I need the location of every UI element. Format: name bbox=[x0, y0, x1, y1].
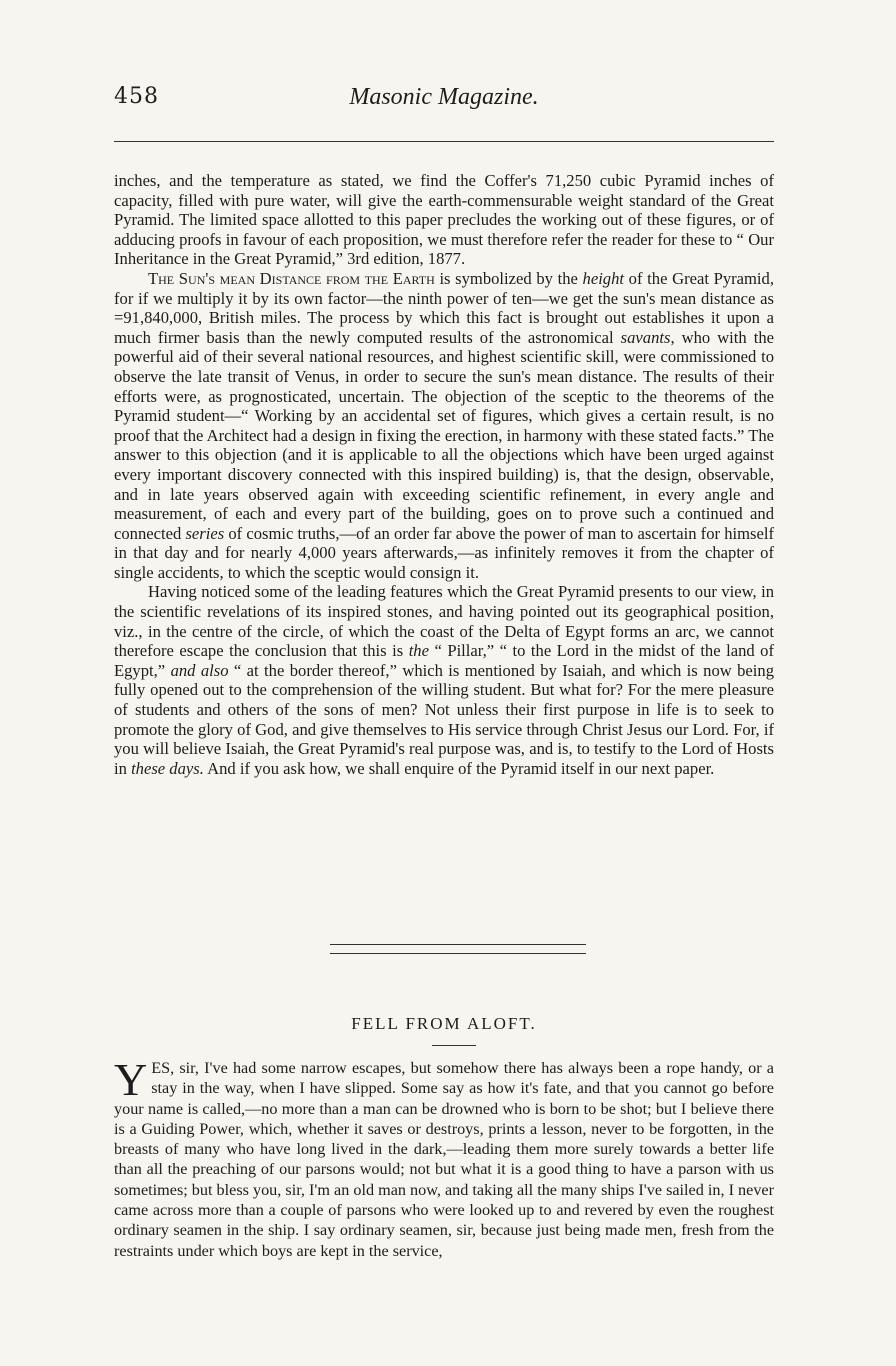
page-number: 458 bbox=[114, 84, 159, 109]
paragraph-text: And if you ask how, we shall enquire of the Pyramid itself in our next paper. bbox=[203, 758, 715, 778]
italic-text: the bbox=[408, 641, 429, 661]
paragraph bbox=[114, 1054, 774, 1261]
paragraph bbox=[114, 269, 774, 583]
paragraph-text: Having noticed some of the leading features which the Great Pyramid presents to our view, in the scientific revelations of its inspired stones, and having pointed out its geographical position, viz., in the centre of the circle, of which the coast of the Delta of Egypt forms an arc, we cannot therefore escape the conclusion that this is bbox=[114, 582, 774, 661]
paragraph-text: “ at the border thereof,” which is mentioned by Isaiah, and which is now being fully opened out to the comprehension of the willing student. But what for? For the mere pleasure of students and others of the sons of men? Not unless their first purpose in life is to seek to promote the glory of God, and give themselves to His service through Christ Jesus our Lord. For, if you will believe Isaiah, the Great Pyramid's real purpose was, and is, to testify to the Lord of Hosts in bbox=[114, 660, 774, 778]
paragraph bbox=[114, 171, 774, 269]
italic-text: savants bbox=[620, 327, 671, 347]
article-fell-from-aloft bbox=[114, 1054, 774, 1261]
title-rule bbox=[432, 1045, 476, 1046]
paragraph bbox=[114, 582, 774, 778]
paragraph-text: of cosmic truths,—of an order far above the power of man to ascertain for himself in that day and for nearly 4,000 years afterwards,—as infinitely removes it from the chapter of single accidents, to which the sceptic would consign it. bbox=[114, 523, 774, 582]
section-divider bbox=[330, 944, 586, 954]
article-pyramid bbox=[114, 171, 774, 778]
header-rule bbox=[114, 141, 774, 142]
article-title: FELL FROM ALOFT. bbox=[351, 1014, 537, 1033]
section-lead: The Sun's mean Distance from the Earth bbox=[148, 268, 435, 288]
italic-text: series bbox=[185, 523, 225, 543]
paragraph-text: is symbolized by the bbox=[434, 268, 583, 288]
running-head: Masonic Magazine. bbox=[349, 84, 539, 110]
page-header bbox=[114, 84, 774, 114]
paragraph-text: ES, sir, I've had some narrow escapes, but somehow there has always been a rope handy, or a stay in the way, when I have slipped. Some say as how it's fate, and that you cannot go before your name is called,—no more than a man can be drowned who is born to be shot; but I believe there is a Guiding Power, which, whether it saves or destroys, prints a lesson, never to be forgotten, in the breasts of many who have long lived in the dark,—leading them more surely towards a better life than all the preaching of our parsons would; not but what it is a good thing to have a parson with us sometimes; but bless you, sir, I'm an old man now, and taking all the many ships I've sailed in, I never came across more than a couple of parsons who were looked up to and revered by even the roughest ordinary seamen in the ship. I say ordinary seamen, sir, because just being made men, fresh from the restraints under which boys are kept in the service, bbox=[114, 1059, 774, 1260]
paragraph-text: , who with the powerful aid of their several national resources, and highest scientific skill, were commissioned to observe the late transit of Venus, in order to secure the sun's mean distance. The results of their efforts were, as prognosticated, uncertain. The objection of the sceptic to the theorems of the Pyramid student—“ Working by an accidental set of figures, which gives a certain result, is no proof that the Architect had a design in fixing the erection, in harmony with these stated facts.” The answer to this objection (and it is applicable to all the objections which have been urged against every important discovery connected with this inspired building) is, that the design, observable, and in late years observed again with exceeding scientific refinement, in every angle and measurement, of each and every part of the building, goes on to prove such a continued and connected bbox=[114, 327, 775, 543]
italic-text: and also bbox=[170, 660, 229, 680]
italic-text: height bbox=[582, 268, 625, 288]
italic-text: these days. bbox=[131, 758, 204, 778]
paragraph-text: of the Great Pyramid, for if we multiply it by its own factor—the ninth power of ten—we get the sun's mean distance as =91,840,000, British miles. The process by which this fact is brought out establishes it upon a much firmer basis than the newly computed results of the astronomical bbox=[114, 268, 774, 347]
drop-cap: Y bbox=[114, 1054, 148, 1105]
paragraph-text: inches, and the temperature as stated, we find the Coffer's 71,250 cubic Pyramid inches of capacity, filled with pure water, will give the earth-commensurable weight standard of the Great Pyramid. The limited space allotted to this paper precludes the working out of these figures, or of adducing proofs in favour of each proposition, we must therefore refer the reader for these to “ Our Inheritance in the Great Pyramid,” 3rd edition, 1877. bbox=[114, 171, 774, 269]
paragraph-text: “ Pillar,” “ to the Lord in the midst of the land of Egypt,” bbox=[114, 641, 774, 680]
